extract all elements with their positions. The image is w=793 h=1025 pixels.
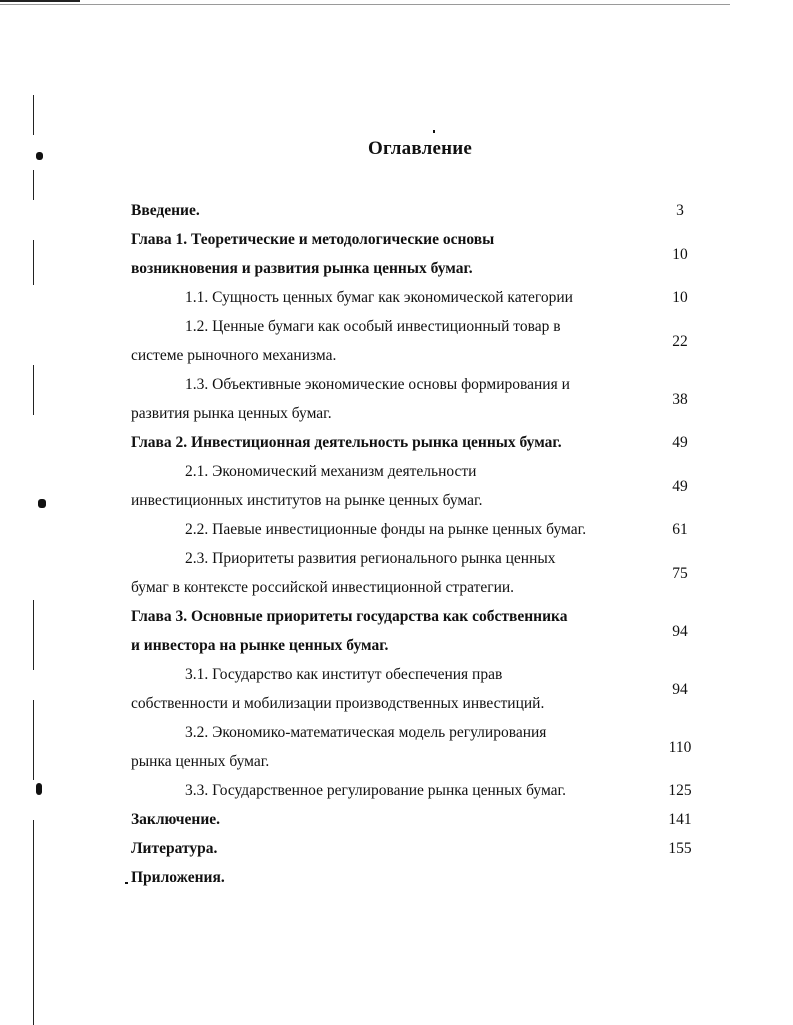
- toc-page-number: 49: [672, 434, 688, 451]
- toc-entry-text: 1.3. Объективные экономические основы формирования и: [185, 376, 570, 393]
- scan-artifact: [33, 170, 34, 200]
- toc-page-number: 141: [668, 811, 692, 828]
- toc-entry: [131, 428, 631, 457]
- toc-title: Оглавление: [367, 138, 473, 159]
- toc-entry: [131, 863, 631, 892]
- scan-artifact: [33, 95, 34, 135]
- toc-page-number: 10: [672, 289, 688, 306]
- toc-entry: [131, 544, 631, 602]
- toc-entry: [131, 370, 631, 428]
- toc-page-number: 94: [672, 622, 688, 640]
- toc-entry-text: Глава 2. Инвестиционная деятельность рынка ценных бумаг.: [131, 434, 562, 451]
- toc-entry: [131, 312, 631, 370]
- toc-entry: [131, 196, 631, 225]
- toc-entry-text: 3.1. Государство как институт обеспечения прав: [185, 666, 503, 683]
- scan-speck: [125, 882, 128, 884]
- toc-entry-text: возникновения и развития рынка ценных бумаг.: [131, 260, 473, 277]
- toc-entry: [131, 805, 631, 834]
- toc-page-number: 38: [672, 390, 688, 408]
- scan-artifact: [33, 600, 34, 670]
- toc-entry-text: Литература.: [131, 840, 218, 857]
- toc-entry-text: Глава 3. Основные приоритеты государства как собственника: [131, 608, 568, 625]
- toc-entry-text: Заключение.: [131, 811, 221, 828]
- toc-page-number: 3: [676, 202, 684, 219]
- scan-artifact: [33, 700, 34, 780]
- toc-entry-text: системе рыночного механизма.: [131, 347, 337, 364]
- toc-entry-text: рынка ценных бумаг.: [131, 753, 270, 770]
- toc-entry-text: развития рынка ценных бумаг.: [131, 405, 332, 422]
- toc-entry-text: и инвестора на рынке ценных бумаг.: [131, 637, 389, 654]
- toc-page-number: 110: [668, 738, 692, 756]
- toc-entry-text: 1.2. Ценные бумаги как особый инвестиционный товар в: [185, 318, 561, 335]
- scan-speck: [433, 130, 435, 133]
- scan-speck: [36, 152, 43, 160]
- toc-page-number: 22: [672, 332, 688, 350]
- toc-page-number: 94: [672, 680, 688, 698]
- toc-entry: [131, 718, 631, 776]
- scan-edge-top: [0, 4, 730, 5]
- scan-artifact: [33, 820, 34, 1025]
- scan-artifact: [33, 365, 34, 415]
- toc-entry-text: 2.1. Экономический механизм деятельности: [185, 463, 477, 480]
- toc-entry-text: 2.2. Паевые инвестиционные фонды на рынке ценных бумаг.: [185, 521, 587, 538]
- toc-entry-text: инвестиционных институтов на рынке ценных бумаг.: [131, 492, 483, 509]
- toc-entry: [131, 457, 631, 515]
- toc-entry-text: Приложения.: [131, 869, 225, 886]
- toc-entry-text: 1.1. Сущность ценных бумаг как экономической категории: [185, 289, 573, 306]
- toc-entry: [131, 660, 631, 718]
- toc-entry: [131, 776, 631, 805]
- toc-entry-text: 2.3. Приоритеты развития регионального рынка ценных: [185, 550, 556, 567]
- toc-page-number: 155: [668, 840, 692, 857]
- toc-entry-text: 3.2. Экономико-математическая модель регулирования: [185, 724, 547, 741]
- toc-page-number: 49: [672, 477, 688, 495]
- toc-entry: [131, 515, 631, 544]
- scan-speck: [38, 499, 46, 508]
- toc-entry-text: 3.3. Государственное регулирование рынка ценных бумаг.: [185, 782, 567, 799]
- toc-entry: [131, 602, 631, 660]
- toc-entry-text: собственности и мобилизации производственных инвестиций.: [131, 695, 545, 712]
- toc-page-number: 75: [672, 564, 688, 582]
- scan-speck: [36, 783, 42, 795]
- toc-page-number: 10: [672, 245, 688, 263]
- scan-artifact: [33, 240, 34, 285]
- toc-entry: [131, 225, 631, 283]
- toc-entry: [131, 283, 631, 312]
- toc-page-number: 125: [668, 782, 692, 799]
- toc-entry-text: бумаг в контексте российской инвестиционной стратегии.: [131, 579, 515, 596]
- toc-page-number: 61: [672, 521, 688, 538]
- toc-entry: [131, 834, 631, 863]
- scan-edge-top-dark: [0, 0, 80, 2]
- toc-entry-text: Глава 1. Теоретические и методологические основы: [131, 231, 495, 248]
- toc-entry-text: Введение.: [131, 202, 200, 219]
